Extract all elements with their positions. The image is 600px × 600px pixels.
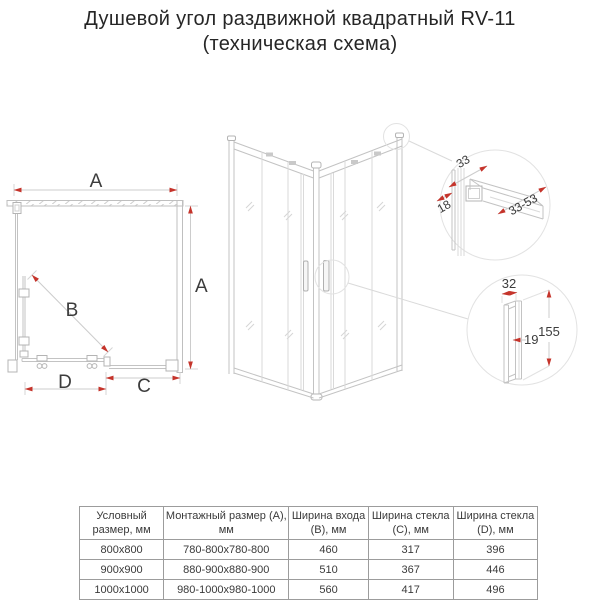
profile-detail xyxy=(435,150,550,260)
isometric-view xyxy=(228,124,469,401)
dim-label-c: C xyxy=(137,376,151,397)
table-cell: 880-900x880-900 xyxy=(164,560,289,580)
table-row xyxy=(80,540,538,560)
table-cell: 496 xyxy=(453,580,537,600)
handle-detail xyxy=(467,275,577,385)
dim-label-d: D xyxy=(58,372,72,393)
dim-label-32: 32 xyxy=(501,276,517,291)
table-cell: 510 xyxy=(289,560,368,580)
table-cell: 417 xyxy=(368,580,453,600)
table-cell: 317 xyxy=(368,540,453,560)
table-cell: 560 xyxy=(289,580,368,600)
table-row xyxy=(80,580,538,600)
dimension-32 xyxy=(502,293,517,295)
dim-label-a-right: A xyxy=(195,276,208,297)
wall-profile-top-left xyxy=(13,203,21,214)
dim-label-b: B xyxy=(65,300,79,321)
post-cap-right xyxy=(396,133,404,138)
table-cell: 800x800 xyxy=(80,540,164,560)
dim-label-18: 18 xyxy=(434,197,454,216)
table-cell: 446 xyxy=(453,560,537,580)
table-cell: 980-1000x980-1000 xyxy=(164,580,289,600)
frame-rails xyxy=(234,139,402,398)
title-line-2: (техническая схема) xyxy=(202,33,398,55)
col-header-glass-d-width: Ширина стекла (D), мм xyxy=(453,507,537,540)
table-cell: 1000x1000 xyxy=(80,580,164,600)
door-handle-left xyxy=(304,261,309,291)
table-cell: 460 xyxy=(289,540,368,560)
table-cell: 367 xyxy=(368,560,453,580)
table-cell: 780-800x780-800 xyxy=(164,540,289,560)
col-header-entry-width: Ширина входа (B), мм xyxy=(289,507,368,540)
glass-panel-left xyxy=(16,213,18,360)
dim-label-19: 19 xyxy=(524,332,539,347)
size-table xyxy=(79,506,538,600)
callout-leader-lines xyxy=(348,141,468,319)
dim-label-155: 155 xyxy=(538,324,560,339)
post-foot-center xyxy=(311,394,322,400)
dim-label-33: 33 xyxy=(453,152,473,171)
wall-top xyxy=(7,201,183,207)
door-guide-bottom-left xyxy=(20,351,28,357)
table-cell: 900x900 xyxy=(80,560,164,580)
post-cap-left xyxy=(228,136,236,141)
title-line-1: Душевой угол раздвижной квадратный RV-11 xyxy=(84,8,516,30)
dim-label-33-53: 33-53 xyxy=(506,190,540,219)
col-header-mounting-size: Монтажный размер (А), мм xyxy=(164,507,289,540)
frame-posts xyxy=(229,137,402,397)
table-header-row xyxy=(80,507,538,540)
wall-right xyxy=(177,201,183,373)
plan-view xyxy=(7,201,183,373)
glass-panel-edges xyxy=(262,151,372,390)
glass-clamp-lower xyxy=(19,337,29,345)
dim-label-a-top: A xyxy=(89,171,103,192)
col-header-nominal-size: Условный размер, мм xyxy=(80,507,164,540)
glass-clamp-upper xyxy=(19,289,29,297)
post-cap-center xyxy=(312,162,322,168)
table-row xyxy=(80,560,538,580)
table-cell: 396 xyxy=(453,540,537,560)
handle-callout-circle xyxy=(315,260,349,294)
panel-junction xyxy=(104,357,110,366)
corner-profile-bottom-left xyxy=(8,360,17,372)
corner-profile-bottom-right xyxy=(166,360,178,371)
col-header-glass-c-width: Ширина стекла (C), мм xyxy=(368,507,453,540)
wall-profile-lines xyxy=(452,170,455,250)
door-handle-right xyxy=(324,261,330,292)
